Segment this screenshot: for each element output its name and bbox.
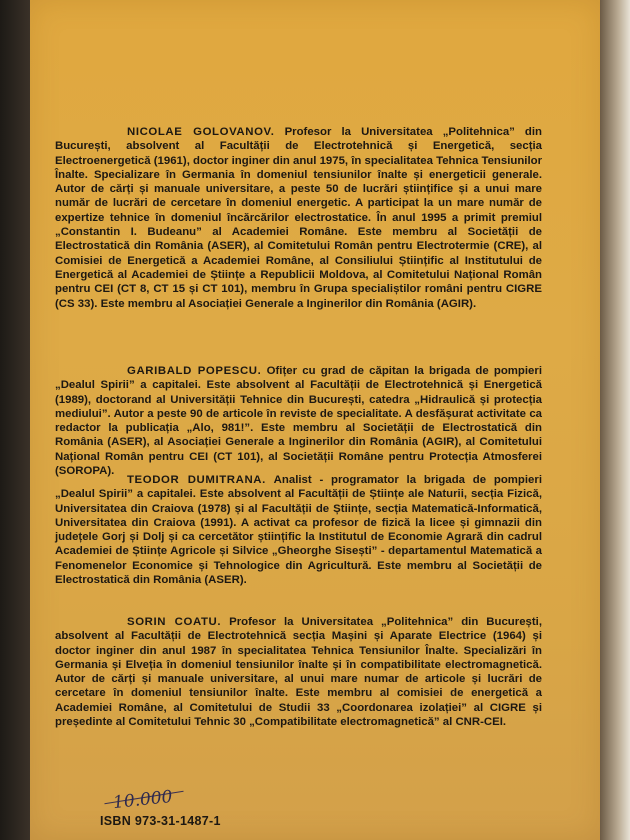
handwritten-price: 10.000 xyxy=(112,786,174,814)
author-name: GARIBALD POPESCU. xyxy=(127,365,262,377)
author-bio-text: Profesor la Universitatea „Politehnica” din București, absolvent al Facultății de Electrotehnică și Energetică, secția Electroenergetică (1961), doctor inginer din anul 1975, în specialitatea Tehnica Tensiunilor Înalte. Specializare în Germania în domeniul tensiunilor înalte și energeticii generale. Autor de cărți și manuale universitare, a peste 50 de lucrări științifice și a unui mare număr de lucrări de cercetare în domeniul energetic. A participat la un mare număr de expertize tehnice în domeniul încărcărilor electrostatice. În anul 1995 a primit premiul „Constantin I. Budeanu” al Academiei Române. Este membru al Societății de Electrostatică din România (ASER), al Comitetului Român pentru Electrotermie (CRE), al Comisiei de Energetică a Academiei Române, al Consiliului Științific al Institutului de Energetică al Academiei de Științe a Republicii Moldova, al Comitetului Național Român pentru CEI (CT 8, CT 15 și CT 101), membru în Grupa specialiștilor români pentru CIGRE (CS 33). Este membru al Asociației Generale a Inginerilor din România (AGIR). xyxy=(55,126,543,310)
author-name: TEODOR DUMITRANA. xyxy=(127,474,266,486)
author-bio-text: Profesor la Universitatea „Politehnica” din București, absolvent al Facultății de Electrotehnică secția Mașini și Aparate Electrice (1964) și doctor inginer din anul 1987 în specialitatea Tehnica Tensiunilor Înalte. Specializări în Germania și Elveția în domeniul tensiunilor înalte și în compatibilitate electromagnetică. Autor de cărți și manuale universitare, al unui mare numar de articole și lucrări de cercetare în domeniul tensiunilor înalte. Este membru al comisiei de energetică a Academiei Române, al Comitetului de Studii 33 „Coordonarea izolației” al CIGRE și președinte al Comitetului Tehnic 30 „Compatibilitate electromagnetică” al CNR-CEI. xyxy=(55,616,542,729)
author-bio-text: Ofițer cu grad de căpitan la brigada de pompieri „Dealul Spirii” a capitalei. Este absolvent al Facultății de Electrotehnică și Energetică (1989), doctorand al Universității Tehnice din București, catedra „Hidraulică și protecția mediului”. Autor a peste 90 de articole în reviste de specialitate. A desfășurat activitate ca redactor la publicația „Alo, 981!”. Este membru al Societății de Electrostatică din România (ASER), al Asociației Generale a Inginerilor din România (AGIR), al Comitetului Național Român pentru CEI (CT 101), al Societății Române pentru Protecția Atmosferei (SOROPA). xyxy=(55,365,542,478)
author-name: SORIN COATU. xyxy=(127,616,222,628)
book-spine-shadow xyxy=(0,0,30,840)
author-bio-coatu xyxy=(55,615,542,729)
author-bio-golovanov xyxy=(55,125,542,311)
author-bio-dumitrana xyxy=(55,473,542,587)
page-edge xyxy=(600,0,630,840)
author-bio-popescu xyxy=(55,364,542,478)
author-bio-text: Analist - programator la brigada de pompieri „Dealul Spirii” a capitalei. Este absolvent al Facultății de Științe ale Naturii, secția Fizică, Universitatea din Craiova (1978) și al Facultății de Științe, secția Matematică-Informatică, Universitatea din Craiova (1991). A activat ca profesor de fizică la licee și gimnazii din județele Gorj și Dolj și ca cercetător științific la Institutul de Economie Agrară din cadrul Academiei de Științe Agricole și Silvice „Gheorghe Sisești” - departamentul Matematică a Fenomenelor Economice și Tehnologice din Agricultură. Este membru al Societății de Electrostatică din România (ASER). xyxy=(55,474,542,587)
author-name: NICOLAE GOLOVANOV. xyxy=(127,126,275,138)
isbn-number: ISBN 973-31-1487-1 xyxy=(100,814,221,828)
